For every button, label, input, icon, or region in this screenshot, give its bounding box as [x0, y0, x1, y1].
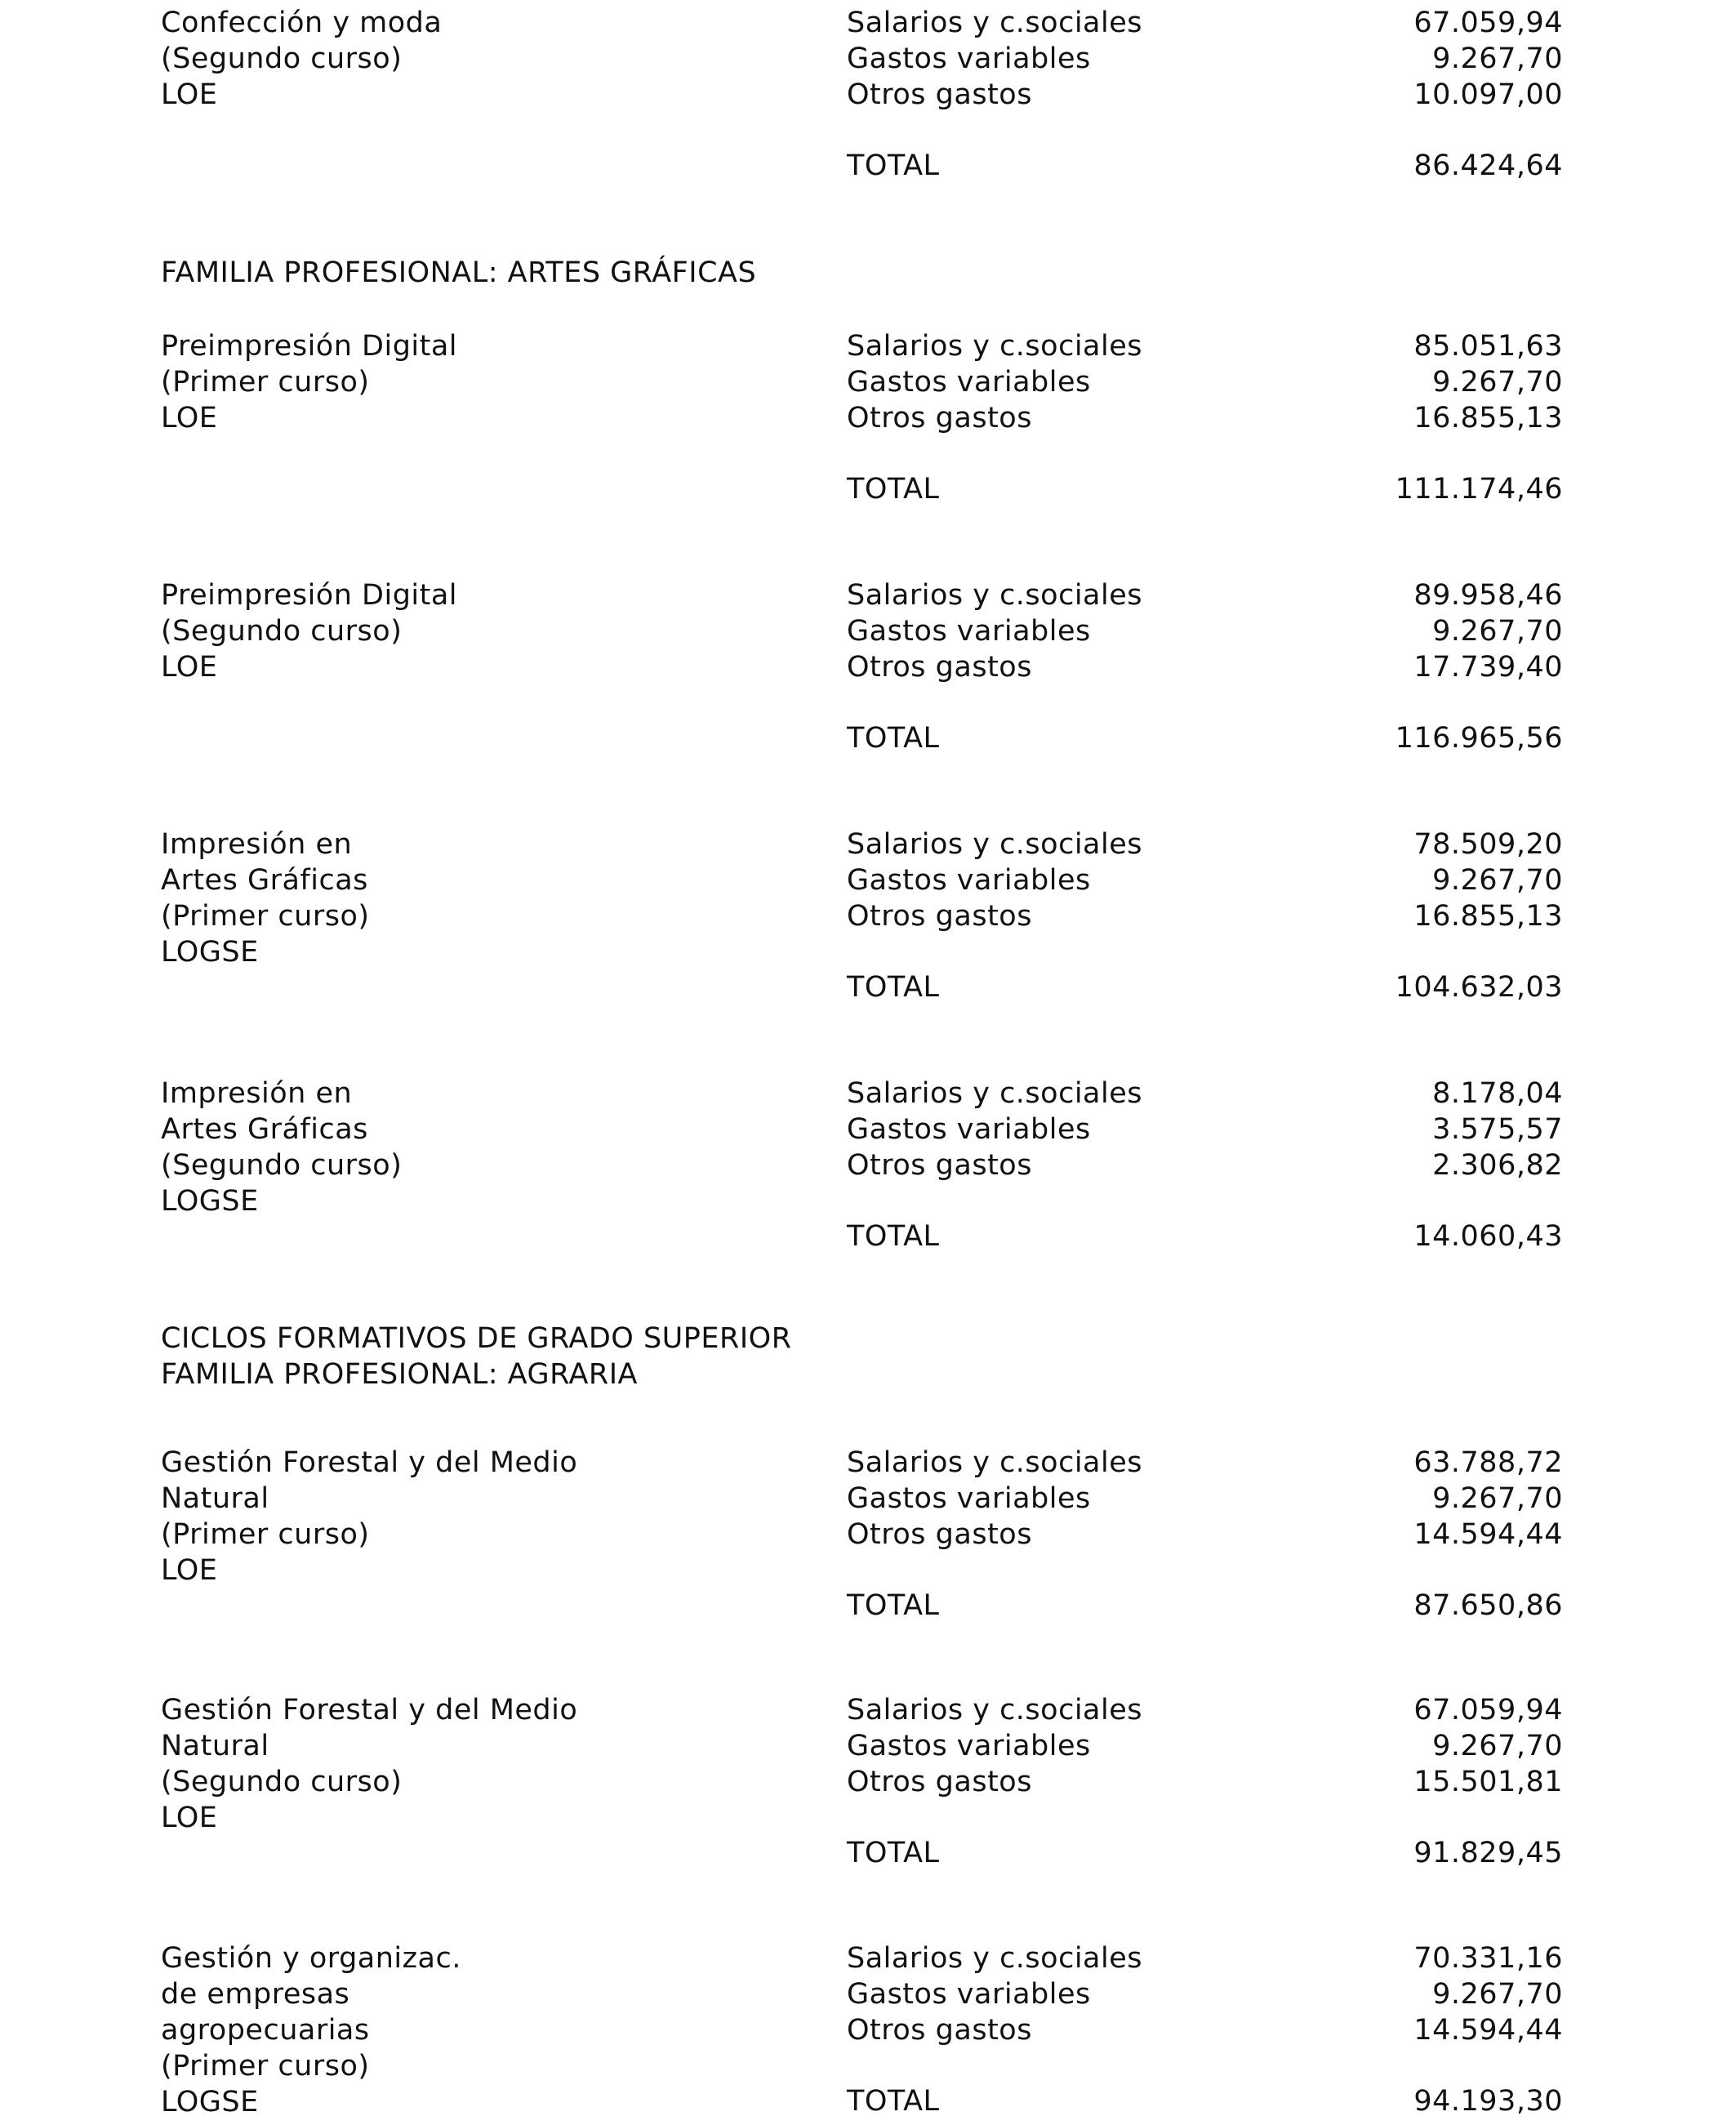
- cost-concept: Gastos variables: [847, 1113, 1091, 1146]
- cost-amount: 9.267,70: [1432, 42, 1563, 75]
- total-label: TOTAL: [847, 2085, 940, 2118]
- total-amount: 111.174,46: [1395, 473, 1563, 506]
- cost-concept: Salarios y c.sociales: [847, 1694, 1142, 1726]
- cost-concept: Gastos variables: [847, 864, 1091, 897]
- total-label: TOTAL: [847, 149, 940, 182]
- cost-concept: Salarios y c.sociales: [847, 1942, 1142, 1975]
- course-label-line: (Segundo curso): [161, 1766, 403, 1798]
- cost-amount: 89.958,46: [1413, 579, 1563, 612]
- cost-concept: Salarios y c.sociales: [847, 828, 1142, 861]
- cost-amount: 17.739,40: [1413, 651, 1563, 684]
- cost-amount: 9.267,70: [1432, 615, 1563, 648]
- cost-concept: Gastos variables: [847, 615, 1091, 648]
- cost-amount: 14.594,44: [1413, 1518, 1563, 1551]
- course-label-line: LOGSE: [161, 1185, 259, 1218]
- course-label-line: Impresión en: [161, 828, 353, 861]
- cost-concept: Salarios y c.sociales: [847, 1077, 1142, 1110]
- cost-concept: Salarios y c.sociales: [847, 7, 1142, 39]
- cost-concept: Salarios y c.sociales: [847, 1446, 1142, 1479]
- course-label-line: LOGSE: [161, 2086, 259, 2118]
- total-amount: 94.193,30: [1413, 2085, 1563, 2118]
- course-label-line: (Segundo curso): [161, 1149, 403, 1182]
- total-amount: 91.829,45: [1413, 1837, 1563, 1869]
- cost-amount: 9.267,70: [1432, 1730, 1563, 1762]
- cost-amount: 9.267,70: [1432, 864, 1563, 897]
- cost-amount: 2.306,82: [1432, 1149, 1563, 1182]
- cost-amount: 67.059,94: [1413, 1694, 1563, 1726]
- cost-concept: Gastos variables: [847, 42, 1091, 75]
- cost-amount: 15.501,81: [1413, 1766, 1563, 1798]
- course-label-line: Preimpresión Digital: [161, 330, 458, 363]
- total-label: TOTAL: [847, 971, 940, 1004]
- total-amount: 87.650,86: [1413, 1589, 1563, 1622]
- course-label-line: Natural: [161, 1482, 269, 1515]
- total-amount: 104.632,03: [1395, 971, 1563, 1004]
- total-label: TOTAL: [847, 473, 940, 506]
- cost-concept: Gastos variables: [847, 1978, 1091, 2011]
- cost-concept: Gastos variables: [847, 366, 1091, 399]
- course-label-line: Gestión Forestal y del Medio: [161, 1446, 578, 1479]
- course-label-line: LOE: [161, 78, 218, 111]
- course-label-line: Natural: [161, 1730, 269, 1762]
- total-amount: 86.424,64: [1413, 149, 1563, 182]
- cost-concept: Otros gastos: [847, 1518, 1032, 1551]
- cost-concept: Salarios y c.sociales: [847, 579, 1142, 612]
- total-label: TOTAL: [847, 1220, 940, 1253]
- cost-amount: 9.267,70: [1432, 366, 1563, 399]
- cost-amount: 9.267,70: [1432, 1978, 1563, 2011]
- course-label-line: Preimpresión Digital: [161, 579, 458, 612]
- cost-concept: Gastos variables: [847, 1730, 1091, 1762]
- cost-amount: 78.509,20: [1413, 828, 1563, 861]
- course-label-line: LOE: [161, 402, 218, 434]
- cost-concept: Otros gastos: [847, 1149, 1032, 1182]
- section-heading: CICLOS FORMATIVOS DE GRADO SUPERIOR: [161, 1322, 792, 1355]
- total-label: TOTAL: [847, 722, 940, 755]
- course-label-line: de empresas: [161, 1978, 350, 2011]
- course-label-line: (Segundo curso): [161, 615, 403, 648]
- section-heading: FAMILIA PROFESIONAL: ARTES GRÁFICAS: [161, 256, 757, 289]
- cost-concept: Otros gastos: [847, 1766, 1032, 1798]
- cost-concept: Salarios y c.sociales: [847, 330, 1142, 363]
- cost-amount: 70.331,16: [1413, 1942, 1563, 1975]
- cost-amount: 63.788,72: [1413, 1446, 1563, 1479]
- course-label-line: (Primer curso): [161, 900, 370, 933]
- cost-amount: 16.855,13: [1413, 900, 1563, 933]
- cost-concept: Otros gastos: [847, 2014, 1032, 2047]
- cost-amount: 10.097,00: [1413, 78, 1563, 111]
- total-label: TOTAL: [847, 1589, 940, 1622]
- course-label-line: (Primer curso): [161, 2050, 370, 2083]
- cost-amount: 16.855,13: [1413, 402, 1563, 434]
- cost-concept: Otros gastos: [847, 651, 1032, 684]
- course-label-line: Gestión y organizac.: [161, 1942, 461, 1975]
- cost-amount: 85.051,63: [1413, 330, 1563, 363]
- total-amount: 116.965,56: [1395, 722, 1563, 755]
- course-label-line: (Primer curso): [161, 1518, 370, 1551]
- course-label-line: Confección y moda: [161, 7, 443, 39]
- course-label-line: Artes Gráficas: [161, 1113, 368, 1146]
- course-label-line: Impresión en: [161, 1077, 353, 1110]
- total-label: TOTAL: [847, 1837, 940, 1869]
- course-label-line: (Primer curso): [161, 366, 370, 399]
- cost-amount: 14.594,44: [1413, 2014, 1563, 2047]
- section-heading: FAMILIA PROFESIONAL: AGRARIA: [161, 1358, 638, 1391]
- cost-concept: Gastos variables: [847, 1482, 1091, 1515]
- course-label-line: Artes Gráficas: [161, 864, 368, 897]
- cost-amount: 3.575,57: [1432, 1113, 1563, 1146]
- course-label-line: (Segundo curso): [161, 42, 403, 75]
- total-amount: 14.060,43: [1413, 1220, 1563, 1253]
- cost-amount: 67.059,94: [1413, 7, 1563, 39]
- cost-concept: Otros gastos: [847, 78, 1032, 111]
- cost-concept: Otros gastos: [847, 900, 1032, 933]
- course-label-line: LOE: [161, 651, 218, 684]
- course-label-line: Gestión Forestal y del Medio: [161, 1694, 578, 1726]
- cost-amount: 8.178,04: [1432, 1077, 1563, 1110]
- course-label-line: LOE: [161, 1554, 218, 1587]
- course-label-line: LOGSE: [161, 936, 259, 969]
- course-label-line: agropecuarias: [161, 2014, 370, 2047]
- cost-amount: 9.267,70: [1432, 1482, 1563, 1515]
- course-label-line: LOE: [161, 1802, 218, 1834]
- cost-concept: Otros gastos: [847, 402, 1032, 434]
